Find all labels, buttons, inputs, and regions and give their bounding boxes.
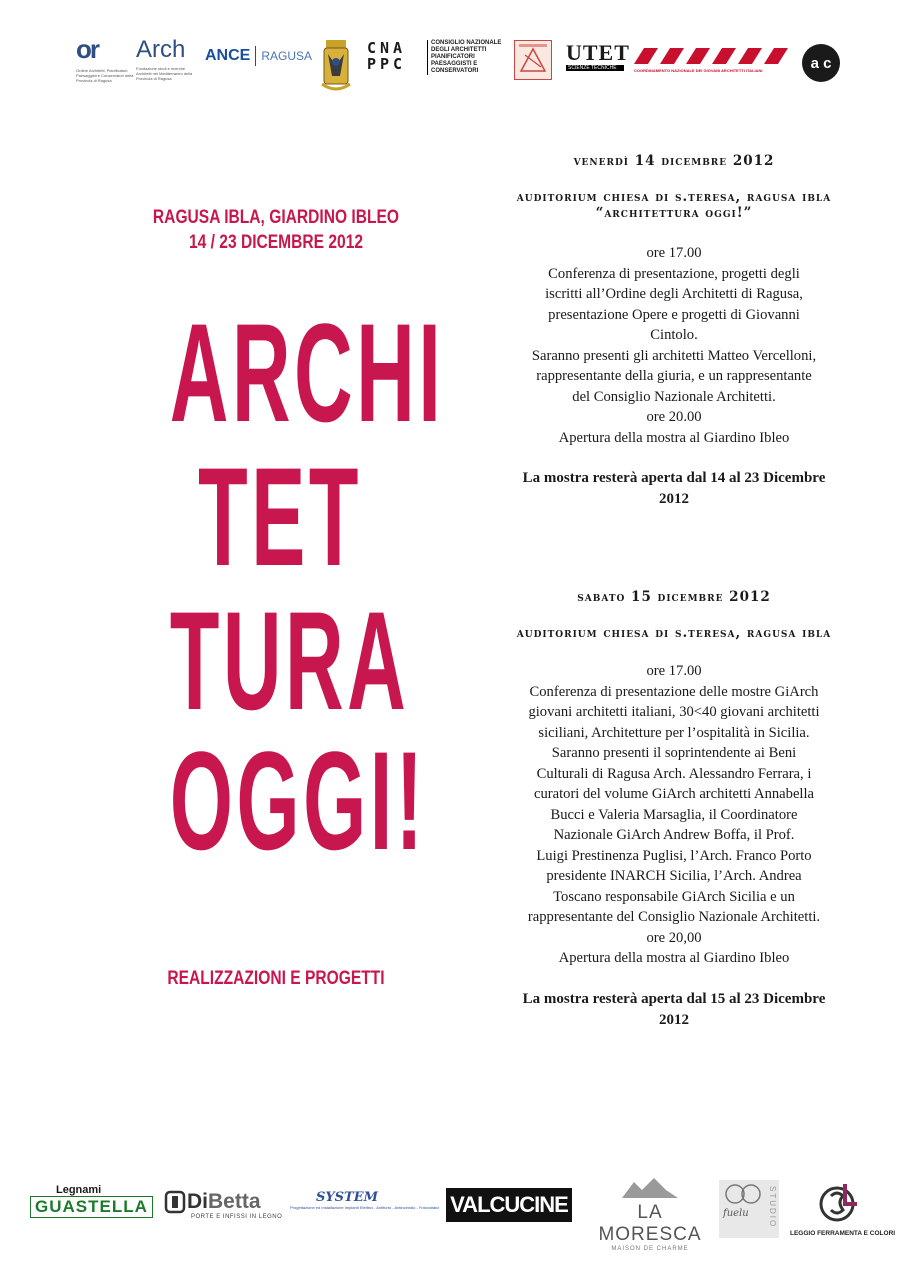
utet-logo: UTET SCIENZE TECNICHE bbox=[566, 40, 630, 71]
title-line-2: TET bbox=[198, 438, 362, 595]
poster-venue-block bbox=[145, 205, 407, 255]
poster-subtitle: REALIZZAZIONI E PROGETTI bbox=[167, 968, 385, 989]
ragusa-crest-logo bbox=[320, 40, 352, 96]
event-1-location: auditorium chiesa di s.teresa, ragusa ibla bbox=[516, 189, 832, 205]
event-2-location: auditorium chiesa di s.teresa, ragusa ibla bbox=[516, 625, 832, 641]
event-1-description: ore 17.00 Conferenza di presentazione, progetti degli iscritti all’Ordine degli Architetti di Ragusa, presentazione Opere e progetti di Giovanni Cintolo. Saranno presenti gli architetti Matteo Vercelloni, rappresentante della giuria, e un rappresentante del Consiglio Nazionale Architetti. ore 20.00 Apertura della mostra al Giardino Ibleo bbox=[531, 245, 817, 446]
fuelu-studio-logo: fuelu STUDIO bbox=[719, 1180, 779, 1238]
event-2-description: ore 17.00 Conferenza di presentazione delle mostre GiArch giovani architetti italiani, 30<40 giovani architetti siciliani, Architetture per l’ospitalità in Sicilia. Saranno presenti il soprintendente ai Beni Culturali di Ragusa Arch. Alessandro Ferrara, i curatori del volume GiArch architetti Annabella Bucci e Valeria Marsaglia, il Coordinatore Nazionale GiArch Andrew Boffa, il Prof. Luigi Prestinenza Puglisi, l’Arch. Franco Porto presidente INARCH Sicilia, l’Arch. Andrea Toscano responsabile GiArch Sicilia e un rappresentante del Consiglio Nazionale Architetti. ore 20,00 Apertura della mostra al Giardino Ibleo bbox=[527, 663, 821, 966]
leggio-mark-icon bbox=[815, 1182, 865, 1222]
event-1-note: La mostra resterà aperta dal 14 al 23 Dicembre 2012 bbox=[522, 470, 826, 507]
ance-ragusa-logo: ANCE RAGUSA bbox=[205, 47, 313, 64]
giarch-logo: COORDINAMENTO NAZIONALE DEI GIOVANI ARCHITETTI ITALIANI bbox=[634, 48, 788, 64]
cnappc-logo: CNA PPC CONSIGLIO NAZIONALE DEGLI ARCHITETTI PIANIFICATORI PAESAGGISTI E CONSERVATORI bbox=[367, 40, 406, 72]
top-logo-strip bbox=[0, 34, 918, 88]
poster-dates: 14 / 23 DICEMBRE 2012 bbox=[188, 232, 364, 253]
system-logo: SYSTEM Progettazione ed Installazione Impianti Elettrici - Antifurto - Antincendio - Fotovoltaici bbox=[290, 1190, 440, 1210]
dibetta-door-icon bbox=[163, 1190, 187, 1214]
valcucine-logo: VALCUCINE ✖ bbox=[446, 1188, 572, 1222]
title-line-1: ARCHI bbox=[169, 294, 445, 451]
dibetta-logo: DiBetta PORTE E INFISSI IN LEGNO bbox=[163, 1190, 282, 1220]
poster-venue: RAGUSA IBLA, GIARDINO IBLEO bbox=[152, 207, 400, 228]
event-1-title: “architettura oggi!” bbox=[595, 205, 753, 221]
event-1-date: venerdì 14 dicembre 2012 bbox=[573, 153, 775, 169]
fondazione-arch-logo: Arch Fondazione studi e ricerche Architetti nel Mediterraneo della Provincia di Ragusa bbox=[136, 36, 193, 81]
ordine-architetti-logo: or Ordine Architetti, Pianificatori, Paesaggisti e Conservatori della Provincia di Ragusa bbox=[76, 34, 134, 83]
sponsor-logo-strip bbox=[0, 1170, 918, 1250]
event-2 bbox=[496, 589, 852, 1031]
fuelu-circles-icon bbox=[723, 1182, 763, 1206]
title-line-4: OGGI! bbox=[169, 722, 427, 879]
ac-logo: a c bbox=[802, 44, 840, 82]
guastella-logo: Legnami GUASTELLA bbox=[30, 1184, 153, 1218]
event-2-date: sabato 15 dicembre 2012 bbox=[577, 589, 771, 605]
consulta-logo bbox=[514, 40, 552, 80]
event-1 bbox=[496, 153, 852, 510]
leggio-logo: LEGGIO FERRAMENTA E COLORI bbox=[790, 1182, 890, 1237]
moresca-roof-icon bbox=[620, 1176, 680, 1200]
la-moresca-logo: LA MORESCA MAISON DE CHARME bbox=[590, 1176, 710, 1252]
event-2-note: La mostra resterà aperta dal 15 al 23 Dicembre 2012 bbox=[522, 990, 826, 1028]
title-line-3: TURA bbox=[169, 582, 410, 739]
